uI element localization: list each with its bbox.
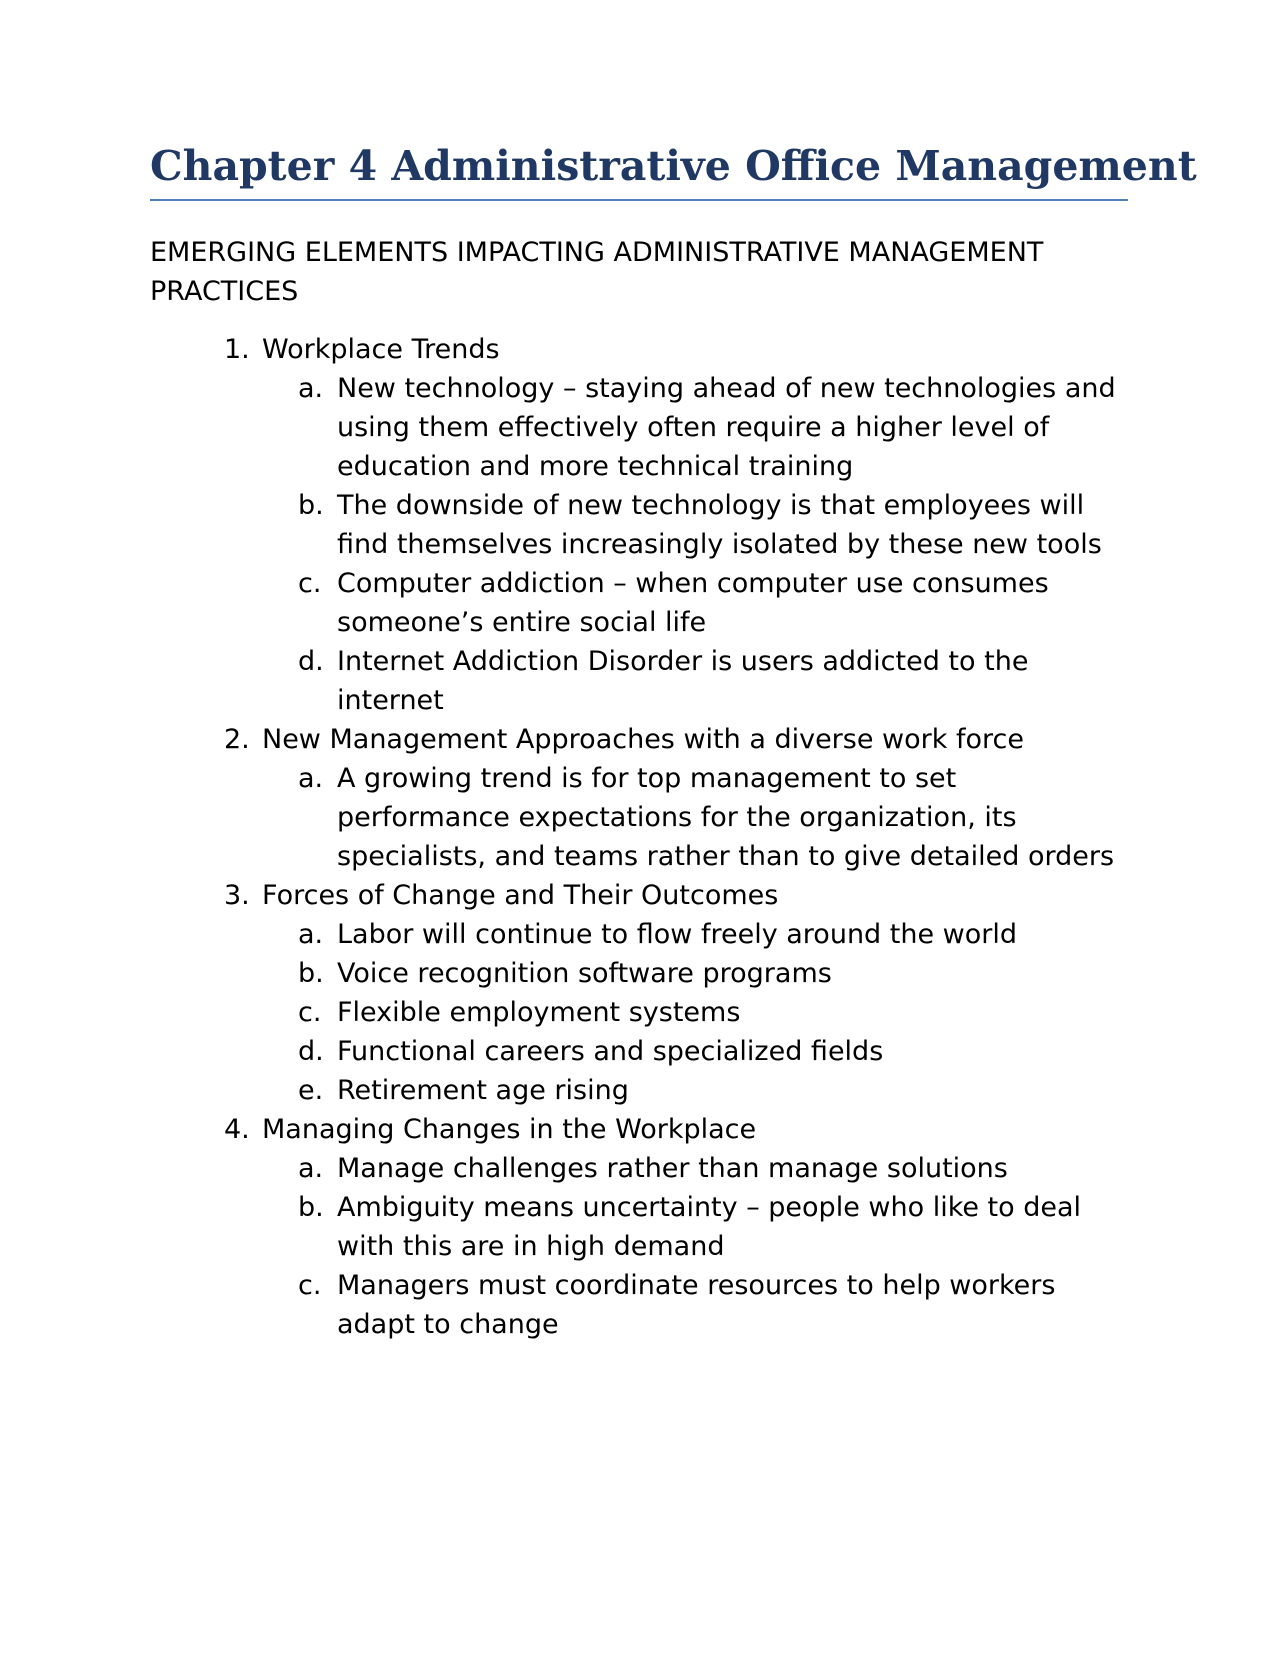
list-marker: a. — [298, 919, 324, 951]
outline-item-3 — [150, 876, 1128, 1110]
list-marker: c. — [298, 1270, 322, 1302]
list-item-text: A growing trend is for top management to set performance expectations for the organization, its specialists, and teams rather than to give detailed orders — [337, 763, 1115, 873]
list-item — [262, 1071, 1128, 1110]
list-marker: 1. — [224, 334, 250, 366]
list-item — [262, 993, 1128, 1032]
list-item-text: The downside of new technology is that employees will find themselves increasingly isolated by these new tools — [337, 490, 1102, 561]
sub-list — [262, 915, 1128, 1110]
list-item-text: Manage challenges rather than manage solutions — [337, 1153, 1008, 1185]
list-marker: 3. — [224, 880, 250, 912]
outline-list — [150, 330, 1128, 1344]
list-item-text: Ambiguity means uncertainty – people who like to deal with this are in high demand — [337, 1192, 1082, 1263]
list-item-text: Voice recognition software programs — [337, 958, 832, 990]
list-item-text: Functional careers and specialized fields — [337, 1036, 884, 1068]
list-item-text: Managing Changes in the Workplace — [262, 1114, 757, 1146]
list-item — [262, 915, 1128, 954]
list-marker: a. — [298, 763, 324, 795]
list-item — [262, 1032, 1128, 1071]
list-item-text: Forces of Change and Their Outcomes — [262, 880, 779, 912]
list-marker: 4. — [224, 1114, 250, 1146]
list-item — [262, 564, 1128, 642]
sub-list — [262, 369, 1128, 720]
list-item — [262, 1188, 1128, 1266]
page-title: Chapter 4 Administrative Office Management — [150, 140, 1128, 201]
list-item-text: New Management Approaches with a diverse work force — [262, 724, 1024, 756]
list-marker: d. — [298, 646, 324, 678]
list-marker: b. — [298, 1192, 324, 1224]
list-item-text: Internet Addiction Disorder is users addicted to the internet — [337, 646, 1029, 717]
list-item-text: Flexible employment systems — [337, 997, 741, 1029]
list-item — [262, 1149, 1128, 1188]
sub-list — [262, 759, 1128, 876]
list-item — [262, 486, 1128, 564]
sub-list — [262, 1149, 1128, 1344]
outline-item-1 — [150, 330, 1128, 720]
list-marker: d. — [298, 1036, 324, 1068]
document-page — [150, 140, 1197, 1344]
list-item — [262, 759, 1128, 876]
list-item — [262, 1266, 1128, 1344]
list-marker: b. — [298, 958, 324, 990]
list-item-text: Labor will continue to flow freely around the world — [337, 919, 1018, 951]
list-item-text: New technology – staying ahead of new technologies and using them effectively often require a higher level of education and more technical training — [337, 373, 1116, 483]
list-marker: e. — [298, 1075, 324, 1107]
list-item-text: Computer addiction – when computer use consumes someone’s entire social life — [337, 568, 1049, 639]
list-item-text: Workplace Trends — [262, 334, 500, 366]
section-heading: EMERGING ELEMENTS IMPACTING ADMINISTRATIVE MANAGEMENT PRACTICES — [150, 237, 1044, 308]
list-item-text: Managers must coordinate resources to help workers adapt to change — [337, 1270, 1056, 1341]
list-marker: c. — [298, 568, 322, 600]
list-item — [262, 642, 1128, 720]
list-item — [262, 954, 1128, 993]
list-item-text: Retirement age rising — [337, 1075, 629, 1107]
outline-item-4 — [150, 1110, 1128, 1344]
list-marker: a. — [298, 1153, 324, 1185]
list-item — [262, 369, 1128, 486]
outline-item-2 — [150, 720, 1128, 876]
list-marker: 2. — [224, 724, 250, 756]
list-marker: c. — [298, 997, 322, 1029]
list-marker: b. — [298, 490, 324, 522]
list-marker: a. — [298, 373, 324, 405]
